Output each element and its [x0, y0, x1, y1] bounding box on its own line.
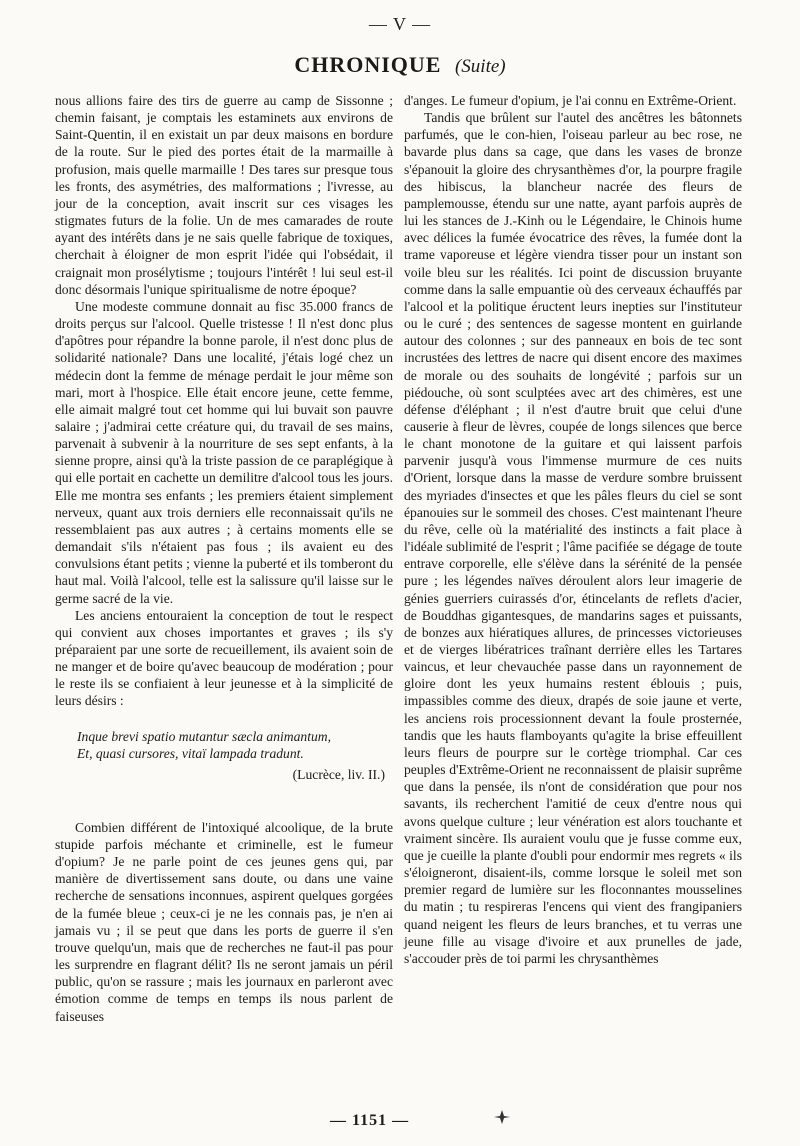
section-break: [55, 783, 393, 819]
page-number: — 1151 —: [330, 1112, 410, 1129]
ornament-icon: [490, 1108, 514, 1126]
right-paragraph-2: Tandis que brûlent sur l'autel des ancêtres les bâtonnets parfumés, que le con-hien, l'oiseau parleur au bec rose, ne bavarde plus dans sa cage, que dans les vases de bronze s'épanouit la gloire des chrysanthèmes d'or, la pourpre fragile des hibiscus, la blancheur nacrée des fleurs de pamplemousse, étendu sur une natte, ayant parfois auprès de lui les stances de J.-Kinh ou le Légendaire, le Chinois hume avec délices la fumée évocatrice des rêves, la fumée dont la trame vaporeuse et légère viendra tisser pour un instant son voile bleu sur les réalités. Ici point de discussion bruyante comme dans la salle empuantie où des cerveaux échauffés par l'alcool et la politique éructent leurs inepties sur l'instituteur ou le curé ; des sentences de sagesse montent en guirlande autour des colonnes ; sur des panneaux en bois de tec sont incrustées des lettres de nacre qui disent encore des maximes de morale ou des souhaits de longévité ; parfois sur un piédouche, où sont sculptées avec art des chimères, est une défense d'éléphant ; il n'est d'autre bruit que celui d'une causerie à fleur de lèvres, coupée de longs silences que berce le chant monotone de la guitare et qui laissent parfois parvenir jusqu'à vous l'immense murmure de ces nuits d'Orient, lorsque dans la masse de verdure sombre bruissent des myriades d'insectes et que les pâles fleurs du ciel se sont épanouies sur le sommeil des choses. C'est maintenant l'heure du rêve, celle où la matérialité des instincts a fait place à l'idéale sublimité de l'esprit ; l'âme pacifiée se dégage de toute entrave corporelle, elle s'élève dans la sérénité de la pensée pure ; les légendes naïves déroulent alors leur imagerie de génies guerriers cuirassés d'or, étincelants de reflets d'acier, de Bouddhas gigantesques, de mandarins sages et puissants, de bonzes aux hiératiques allures, de princesses victorieuses et de vierges libératrices traînant derrière elles les Tartares vaincus, et leur chevauchée passe dans un rayonnement de gloire dont les yeux humains restent éblouis ; puis, impassibles comme des dieux, drapés de soie jaune et verte, les anciens rois processionnent devant la foule prosternée, tandis que les hauts flamboyants qu'agite la brise effeuillent leurs fleurs de pourpre sur le cortège triomphal. Car ces peuples d'Extrême-Orient ne reconnaissent de plaisir suprême que dans la pensée, ils n'ont de considération que pour nos savants, ils recherchent l'amitié de ceux d'entre nous qui avons quelque culture ; leur vénération est alors touchante et vraiment sincère. Ils auraient voulu que je fusse comme eux, que je cueille la plante d'oubli pour endormir mes regrets « ils s'éloigneront, disaient-ils, comme lorsque le soleil met son premier regard de lumière sur les floconnantes mousselines du matin ; tu respireras l'encens qui vient des frangipaniers quand neigent les fleurs de leurs branches, et tu verras une jeune fille au visage d'ivoire et aux prunelles de jade, s'accouder près de toi parmi les chrysanthèmes: [404, 110, 742, 966]
chronique-title: CHRONIQUE: [294, 52, 442, 77]
page-title: [0, 52, 800, 80]
left-paragraph-2: Une modeste commune donnait au fisc 35.000 francs de droits perçus sur l'alcool. Quelle tristesse ! Il n'est donc plus d'apôtres pour répandre la bonne parole, il n'est donc plus de solidarité nationale? Dans une localité, j'étais logé chez un médecin dont la femme de ménage perdait le jour même son mari, mort à l'hospice. Elle était encore jeune, cette femme, elle aimait malgré tout cet homme qui lui buvait son pauvre salaire ; j'admirai cette créature qui, du travail de ses mains, parvenait à subvenir à la nourriture de ses sept enfants, à la sienne propre, ainsi qu'à la triste passion de ce paraplégique à qui elle portait en cachette un demilitre d'alcool tous les jours. Elle me montra ses enfants ; les premiers étaient simplement nerveux, quant aux trois derniers elle reconnaissait qu'ils ne ressemblaient pas aux autres ; à certains moments elle se demandait s'ils n'étaient pas fous ; ils avaient eu des convulsions étant petits ; vienne la puberté et ils tomberont du haut mal. Voilà l'alcool, telle est la salissure qu'il laisse sur le germe sacré de la vie.: [55, 298, 393, 606]
latin-quotation: [77, 728, 393, 762]
left-paragraph-4: Combien différent de l'intoxiqué alcoolique, de la brute stupide parfois méchante et criminelle, est le fumeur d'opium? Je ne parle point de ces jeunes gens qui, par manière de divertissement sans doute, ou dans une vaine recherche de sensations inconnues, aspirent quelques gorgées de la fumée bleue ; ceux-ci je ne les connais pas, je n'en ai jamais vu ; il se peut que dans les ports de guerre il s'en trouve quelqu'un, mais que de recherches ne faut-il pas pour les surprendre en flagrant délit? Ils ne seront jamais un péril public, qu'on se rassure ; mais les journaux en parleront avec émotion comme de temps en temps ils nous parlent de faiseuses: [55, 819, 393, 1024]
left-column: [55, 92, 393, 1025]
left-paragraph-3: Les anciens entouraient la conception de tout le respect qui convient aux choses importantes et graves ; ils s'y préparaient par une sorte de recueillement, ils avaient soin de ne manger et de boire qu'avec beaucoup de modération ; pour le reste ils se confiaient à leur jeunesse et à la simplicité de leurs désirs :: [55, 607, 393, 709]
right-paragraph-1: d'anges. Le fumeur d'opium, je l'ai connu en Extrême-Orient.: [404, 93, 737, 108]
poem-line-2: Et, quasi cursores, vitaï lampada tradunt.: [77, 745, 304, 761]
left-paragraph-1: nous allions faire des tirs de guerre au camp de Sissonne ; chemin faisant, je comptais les estaminets aux environs de Saint-Quentin, il en existait un par deux maisons en bordure de la route. Sur le pied des portes était de la marmaille à profusion, mais quelle marmaille ! Des tares sur presque tous les fronts, des asymétries, des malformations ; l'ivresse, au jour de la conception, avait inscrit sur ces visages les stigmates futurs de la folie. Un de mes camarades de route ayant des intérêts dans je ne sais quelle fabrique de toxiques, cherchait à éloigner de mon esprit l'idée qui l'obsédait, il craignait mon prosélytisme ; toujours l'intérêt ! lui seul est-il donc désormais l'unique spiritualisme de notre époque?: [55, 93, 393, 297]
poem-line-1: Inque brevi spatio mutantur sæcla animantum,: [77, 728, 331, 744]
right-column: [404, 92, 742, 967]
quotation-attribution: (Lucrèce, liv. II.): [292, 766, 385, 782]
page-marker: — V —: [368, 14, 432, 34]
chronique-subtitle: (Suite): [454, 56, 506, 77]
